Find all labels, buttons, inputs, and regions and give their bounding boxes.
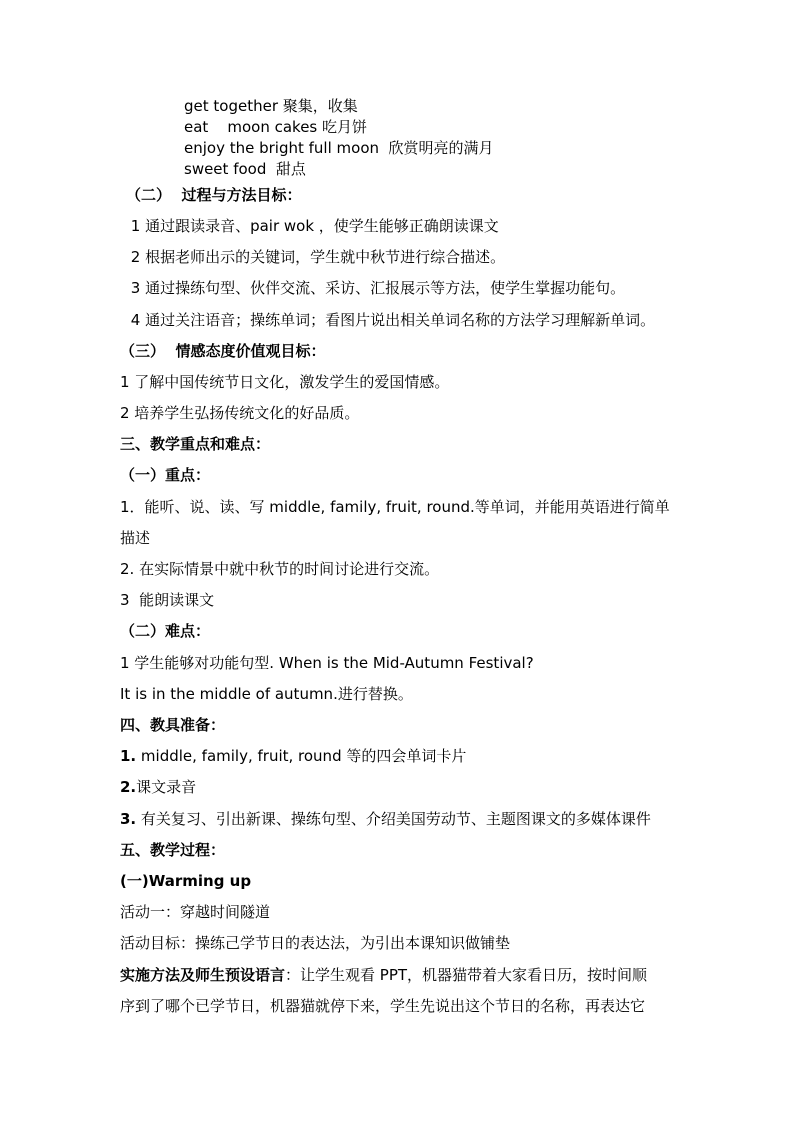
heading-process-goals: （二） 过程与方法目标：: [126, 186, 302, 204]
prep-text: middle, family, fruit, round 等的四会单词卡片: [136, 747, 467, 765]
method-line: [120, 965, 647, 985]
vocab-line: eat moon cakes 吃月饼: [184, 118, 368, 136]
subheading-key: （一）重点：: [120, 466, 211, 484]
key-item: 描述: [120, 529, 151, 547]
subheading-warming-up: (一)Warming up: [120, 872, 252, 890]
vocab-line: enjoy the bright full moon 欣赏明亮的满月: [184, 139, 494, 157]
prep-item: [120, 809, 651, 829]
method-text: ：让学生观看 PPT，机器猫带着大家看日历，按时间顺: [285, 966, 648, 984]
emotion-item: 1 了解中国传统节日文化，激发学生的爱国情感。: [120, 373, 450, 391]
method-label: 实施方法及师生预设语言: [120, 966, 286, 984]
emotion-item: 2 培养学生弘扬传统文化的好品质。: [120, 404, 360, 422]
method-continuation: 序到了哪个已学节日，机器猫就停下来，学生先说出这个节日的名称，再表达它: [120, 997, 646, 1015]
heading-teaching-process: 五、教学过程：: [120, 841, 226, 859]
subheading-difficulty: （二）难点：: [120, 622, 211, 640]
prep-number: 1.: [120, 747, 137, 765]
prep-text: 有关复习、引出新课、操练句型、介绍美国劳动节、主题图课文的多媒体课件: [136, 810, 651, 828]
process-item: 2 根据老师出示的关键词，学生就中秋节进行综合描述。: [126, 248, 506, 266]
key-item: 1．能听、说、读、写 middle, family, fruit, round.等单词，并能用英语进行简单: [120, 498, 670, 516]
activity-title: 活动一：穿越时间隧道: [120, 903, 271, 921]
heading-key-points: 三、教学重点和难点：: [120, 435, 271, 453]
prep-text: 课文录音: [136, 778, 197, 796]
process-item: 3 通过操练句型、伙伴交流、采访、汇报展示等方法，使学生掌握功能句。: [126, 279, 626, 297]
difficulty-item: 1 学生能够对功能句型. When is the Mid-Autumn Festival?: [120, 654, 534, 672]
heading-teaching-aids: 四、教具准备：: [120, 716, 226, 734]
process-item: 1 通过跟读录音、pair wok ，使学生能够正确朗读课文: [126, 217, 499, 235]
difficulty-item: It is in the middle of autumn.进行替换。: [120, 685, 413, 703]
heading-emotion-goals: （三） 情感态度价值观目标：: [120, 342, 326, 360]
prep-number: 2.: [120, 778, 137, 796]
process-item: 4 通过关注语音；操练单词；看图片说出相关单词名称的方法学习理解新单词。: [126, 311, 656, 329]
prep-number: 3.: [120, 810, 137, 828]
key-item: 3 能朗读课文: [120, 591, 215, 609]
vocab-line: sweet food 甜点: [184, 160, 306, 178]
prep-item: [120, 746, 466, 766]
vocab-line: get together 聚集，收集: [184, 97, 358, 115]
prep-item: [120, 777, 196, 797]
activity-goal: 活动目标：操练己学节日的表达法，为引出本课知识做铺垫: [120, 934, 511, 952]
key-item: 2. 在实际情景中就中秋节的时间讨论进行交流。: [120, 560, 440, 578]
